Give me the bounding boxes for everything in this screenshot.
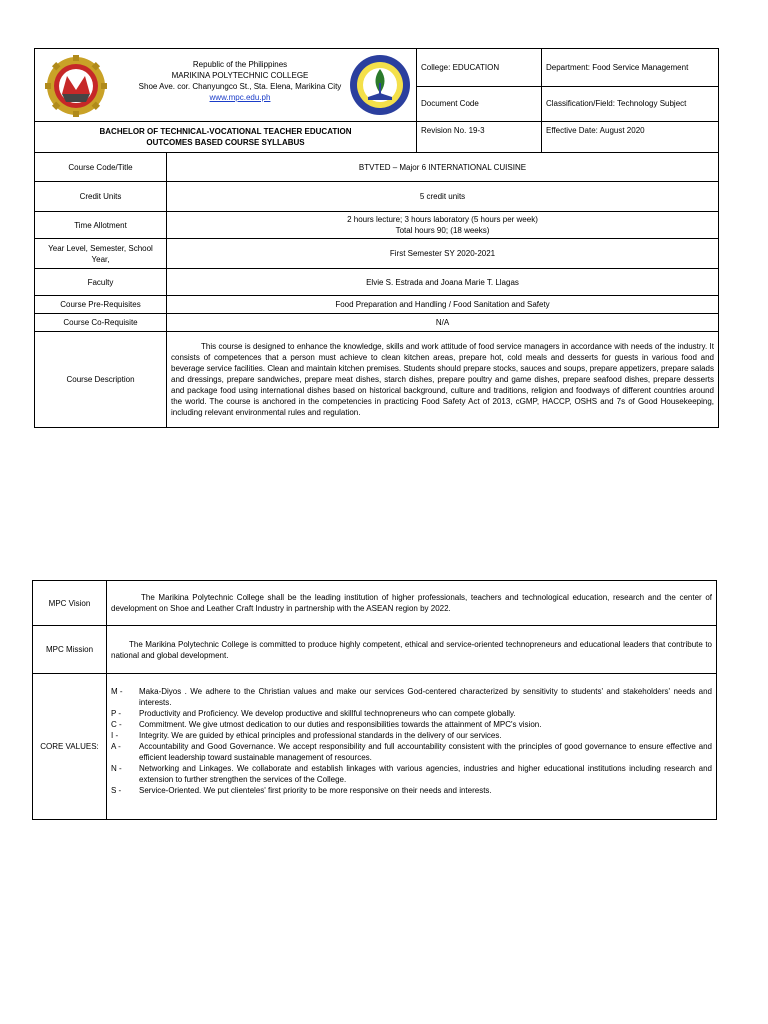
core-value-letter: M - [111, 687, 123, 696]
vision-mission-table [32, 580, 717, 820]
course-code-label: Course Code/Title [35, 153, 167, 182]
course-code-value: BTVTED – Major 6 INTERNATIONAL CUISINE [167, 153, 719, 182]
core-value-text: Productivity and Proficiency. We develop productive and skillful technopreneurs who can compete globally. [139, 709, 516, 718]
core-value-text: Commitment. We give utmost dedication to our duties and responsibilities towards the attainment of MPC's vision. [139, 720, 542, 729]
mission-text: The Marikina Polytechnic College is committed to produce highly competent, ethical and service-oriented technopreneurs and educational leaders that contribute to national and global development. [107, 626, 717, 674]
credit-units-label: Credit Units [35, 182, 167, 212]
website-link[interactable]: www.mpc.edu.ph [209, 93, 271, 102]
core-value-item [111, 708, 712, 719]
document-code-cell: Document Code [417, 86, 542, 122]
core-value-text: Networking and Linkages. We collaborate and establish linkages with various agencies, industries and higher educational institutions including research and extension to further strengthen the services of the College. [139, 764, 712, 784]
core-value-item [111, 686, 712, 708]
core-value-item [111, 741, 712, 763]
time-allotment-label: Time Allotment [35, 212, 167, 239]
faculty-value: Elvie S. Estrada and Joana Marie T. Llagas [167, 269, 719, 296]
core-value-text: Service-Oriented. We put clienteles' first priority to be more responsive on their needs and interests. [139, 786, 492, 795]
prerequisites-label: Course Pre-Requisites [35, 296, 167, 314]
core-value-item [111, 785, 712, 796]
college-name: MARIKINA POLYTECHNIC COLLEGE [171, 71, 309, 80]
faculty-label: Faculty [35, 269, 167, 296]
prerequisites-value: Food Preparation and Handling / Food Sanitation and Safety [167, 296, 719, 314]
credit-units-value: 5 credit units [167, 182, 719, 212]
time-allotment-line1: 2 hours lecture; 3 hours laboratory (5 hours per week) [347, 215, 538, 224]
core-value-letter: N - [111, 764, 122, 773]
core-value-item [111, 763, 712, 785]
core-value-letter: A - [111, 742, 121, 751]
effective-date-cell: Effective Date: August 2020 [542, 122, 719, 153]
vision-label: MPC Vision [33, 581, 107, 626]
core-value-item [111, 730, 712, 741]
mpc-gear-logo [45, 55, 107, 117]
college-address: Shoe Ave. cor. Chanyungco St., Sta. Elena, Marikina City [138, 82, 342, 91]
college-field-cell: College: EDUCATION [417, 49, 542, 87]
program-cell [35, 122, 417, 153]
core-values-label: CORE VALUES: [33, 674, 107, 820]
syllabus-type: OUTCOMES BASED COURSE SYLLABUS [146, 138, 305, 147]
year-level-value: First Semester SY 2020-2021 [167, 239, 719, 269]
syllabus-header-table [34, 48, 719, 428]
core-value-letter: S - [111, 786, 122, 795]
btvted-seal-logo [348, 53, 412, 117]
core-value-item [111, 719, 712, 730]
classification-cell: Classification/Field: Technology Subject [542, 86, 719, 122]
republic-text: Republic of the Philippines [192, 60, 288, 69]
department-cell: Department: Food Service Management [542, 49, 719, 87]
course-description-label: Course Description [35, 332, 167, 428]
core-value-text: Maka-Diyos . We adhere to the Christian values and make our services God-centered characterized by sensitivity to students' and stakeholders' needs and interests. [139, 687, 712, 707]
revision-cell: Revision No. 19-3 [417, 122, 542, 153]
core-value-letter: P - [111, 709, 122, 718]
time-allotment-line2: Total hours 90; (18 weeks) [395, 226, 490, 235]
mission-label: MPC Mission [33, 626, 107, 674]
core-value-letter: I - [111, 731, 119, 740]
corequisite-label: Course Co-Requisite [35, 314, 167, 332]
corequisite-value: N/A [167, 314, 719, 332]
core-value-letter: C - [111, 720, 122, 729]
program-title: BACHELOR OF TECHNICAL-VOCATIONAL TEACHER EDUCATION [99, 127, 352, 136]
college-header [35, 49, 417, 122]
course-description-value: This course is designed to enhance the knowledge, skills and work attitude of food service managers in accordance with needs of the industry. It consists of competences that a person must achieve to clean kitchen areas, prepare hot, cold meals and desserts for guests in various food and beverage service facilities. Clean and maintain kitchen premises. Students should prepare stocks, sauces and soups, prepare appetizers, prepare salads and dressings, prepare sandwiches, prepare meat dishes, starch dishes, prepare poultry and game dishes, prepare seafood dishes, prepare desserts and package food using international dishes based on historical background, culture and traditions, religion and foodways of different countries around the world. The course is anchored in the competencies in practicing Food Safety Act of 2013, cGMP, HACCP, OSHS and 7s of Good Housekeeping, including relevant environmental rules and regulation. [167, 332, 719, 428]
core-value-text: Accountability and Good Governance. We accept responsibility and full accountability consistent with the principles of good governance to ensure effective and efficient leadership toward sustainable management of resources. [139, 742, 712, 762]
time-allotment-value [167, 212, 719, 239]
vision-text: The Marikina Polytechnic College shall be the leading institution of higher professionals, teachers and technological education, research and the center of development on Shoe and Leather Craft Industry in partnership with the ASEAN region by 2022. [107, 581, 717, 626]
core-values-list [107, 674, 717, 820]
core-value-text: Integrity. We are guided by ethical principles and professional standards in the delivery of our services. [139, 731, 502, 740]
year-level-label: Year Level, Semester, School Year, [35, 239, 167, 269]
